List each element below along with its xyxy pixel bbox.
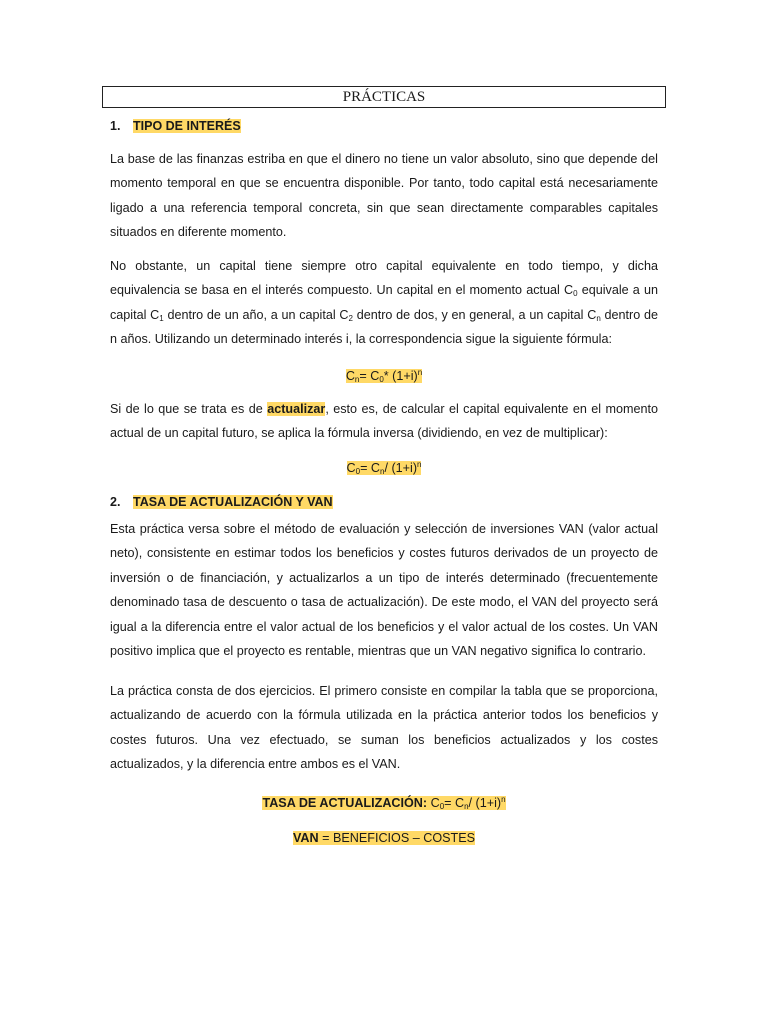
f3-label: TASA DE ACTUALIZACIÓN:: [262, 796, 428, 810]
f1-c: C: [345, 369, 355, 383]
formula-discount: [0, 460, 768, 476]
p3-highlight-actualizar: actualizar: [267, 402, 326, 416]
f3-sup-n: n: [501, 795, 506, 804]
f1-mid: = C: [359, 369, 380, 383]
formula-tasa-actualizacion: [0, 795, 768, 811]
f1-sup-n: n: [417, 368, 423, 377]
f1-sub-n: n: [354, 375, 360, 384]
section-1-paragraph-3: [110, 397, 658, 446]
f2-c: C: [346, 461, 356, 475]
f2-mid: = C: [360, 461, 381, 475]
formula-van: [0, 830, 768, 846]
f2-sub-0: 0: [355, 467, 361, 476]
page-title: PRÁCTICAS: [102, 86, 666, 108]
section-1-paragraph-1: La base de las finanzas estriba en que el dinero no tiene un valor absoluto, sino que depende del momento temporal en que se encuentra disponible. Por tanto, todo capital está necesariamente ligado a una referencia temporal concreta, sin que sean directamente comparables capitales situados en diferente momento.: [110, 152, 658, 240]
f3-c: C: [427, 796, 440, 810]
section-2-paragraph-2: La práctica consta de dos ejercicios. El primero consiste en compilar la tabla que se proporciona, actualizando de acuerdo con la fórmula utilizada en la práctica anterior todos los beneficios y costes futuros. Una vez efectuado, se suman los beneficios actualizados y los costes actualizados, y la diferencia entre ambos es el VAN.: [110, 684, 658, 772]
p2-sub-n: n: [596, 313, 601, 323]
section-1-title: TIPO DE INTERÉS: [133, 119, 241, 133]
f3-sub-0: 0: [439, 802, 445, 811]
f2-rest: / (1+i): [384, 461, 418, 475]
section-1-number: 1.: [110, 119, 121, 133]
section-2-title: TASA DE ACTUALIZACIÓN Y VAN: [133, 495, 333, 509]
f1-sub-0: 0: [379, 375, 384, 384]
f3-sub-n: n: [464, 802, 469, 811]
f3-mid: = C: [444, 796, 465, 810]
p2-sub-1: 1: [159, 313, 164, 323]
formula-compound-interest: [0, 368, 768, 384]
f2-sub-n: n: [380, 467, 385, 476]
section-2-heading: [110, 494, 333, 510]
f3-rest: / (1+i): [468, 796, 502, 810]
f2-sup-n: n: [417, 460, 422, 469]
p2-sub-0: 0: [573, 289, 578, 299]
section-1-heading: [110, 118, 241, 134]
p2-sub-2: 2: [348, 313, 353, 323]
section-2-paragraph-1: Esta práctica versa sobre el método de evaluación y selección de inversiones VAN (valor actual neto), consistente en estimar todos los beneficios y costes futuros derivados de un proyecto de inversión o de financiación, y actualizarlos a un tipo de interés determinado (frecuentemente denominado tasa de descuento o tasa de actualización). De este modo, el VAN del proyecto será igual a la diferencia entre el valor actual de los beneficios y el valor actual de los costes. Un VAN positivo implica que el proyecto es rentable, mientras que un VAN negativo significa lo contrario.: [110, 522, 658, 659]
p2-text-e: dentro de n años. Utilizando un determinado interés i, la correspondencia sigue la siguiente fórmula:: [110, 307, 659, 347]
f4-label: VAN: [292, 831, 319, 845]
p3-text-b: , esto es, de calcular el capital equivalente en el momento actual de un capital futuro, se aplica la fórmula inversa (dividiendo, en vez de multiplicar):: [110, 402, 658, 441]
section-1-paragraph-2: [110, 254, 658, 352]
f1-rest: * (1+i): [383, 369, 418, 383]
p2-text-a: No obstante, un capital tiene siempre otro capital equivalente en todo tiempo, y dicha equivalencia se basa en el interés compuesto. Un capital en el momento actual C: [110, 259, 658, 298]
p2-text-c: dentro de un año, a un capital C: [163, 307, 349, 322]
p2-text-d: dentro de dos, y en general, a un capital C: [352, 307, 597, 322]
f4-rest: = BENEFICIOS – COSTES: [318, 831, 476, 845]
section-2-number: 2.: [110, 495, 121, 509]
p3-text-a: Si de lo que se trata es de: [110, 402, 268, 416]
p2-text-b: equivale a un capital C: [110, 283, 658, 322]
